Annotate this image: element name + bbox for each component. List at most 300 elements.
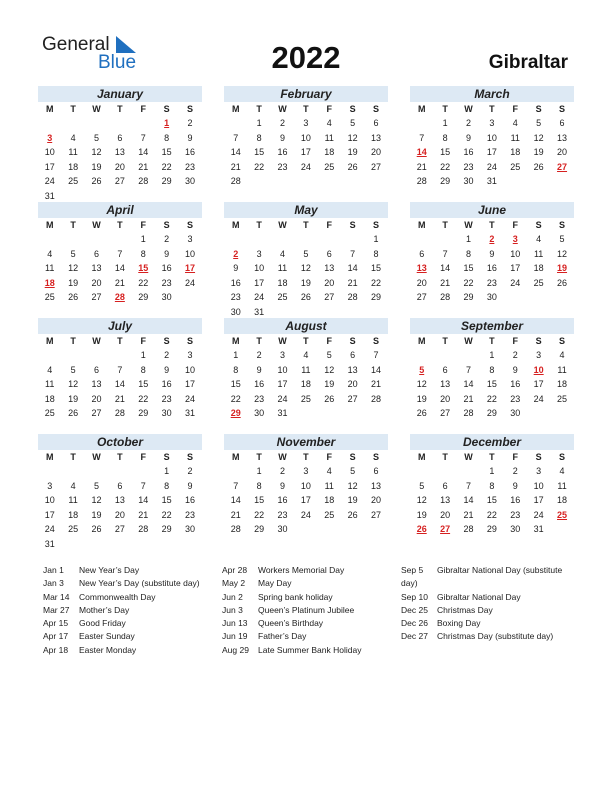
day-number: 26: [324, 393, 335, 404]
day-number: 8: [256, 480, 262, 491]
holiday-date: Jun 3: [222, 604, 243, 615]
day-number: 11: [510, 132, 520, 143]
weekday-label: S: [373, 336, 380, 346]
day-number: 29: [486, 408, 497, 418]
month-name: July: [38, 318, 202, 334]
month-name: September: [410, 318, 574, 334]
day-number: 4: [303, 350, 309, 360]
day-number: 17: [300, 495, 311, 505]
weekday-label: S: [559, 336, 566, 346]
day-number: 12: [533, 132, 544, 143]
day-number: 26: [68, 292, 79, 302]
weekday-label: S: [349, 336, 356, 346]
day-number: 12: [91, 495, 102, 505]
day-number: 8: [164, 480, 170, 491]
day-number: 24: [533, 393, 544, 404]
holiday-entry: [401, 604, 573, 617]
day-number: 7: [373, 350, 379, 360]
day-number: 16: [277, 147, 288, 157]
day-number: 20: [416, 277, 427, 288]
empty-day: [85, 232, 108, 247]
day-number: 21: [230, 509, 241, 520]
day-number: 29: [138, 292, 149, 302]
day-number: 12: [347, 132, 358, 143]
day-number: 29: [161, 176, 172, 186]
day-number: 13: [371, 132, 382, 143]
day-number: 21: [114, 277, 125, 288]
weekday-label: W: [278, 104, 287, 114]
day-number: 20: [91, 277, 102, 288]
weekday-label: S: [187, 220, 194, 230]
weekday-label: S: [349, 452, 356, 462]
day-number: 19: [91, 509, 102, 520]
weekday-label: T: [70, 452, 76, 462]
empty-day: [457, 348, 480, 363]
holiday-entry: [222, 617, 397, 630]
weekday-label: T: [303, 104, 309, 114]
holiday-date: Jan 1: [43, 565, 64, 575]
day-number: 22: [161, 509, 172, 520]
day-number: 5: [350, 466, 356, 476]
day-number: 24: [185, 393, 196, 404]
day-number: 21: [463, 509, 474, 520]
day-number: 9: [256, 364, 262, 375]
weekday-label: F: [140, 452, 146, 462]
day-number: 15: [371, 263, 382, 273]
weekday-label: T: [489, 452, 495, 462]
holiday-date: Mar 27: [43, 604, 70, 615]
day-number: 25: [44, 292, 55, 302]
day-number: 24: [300, 509, 311, 520]
weekday-label: F: [140, 104, 146, 114]
weekday-label: S: [163, 452, 170, 462]
month-july: [38, 318, 202, 421]
weekday-label: F: [326, 336, 332, 346]
day-number: 2: [256, 350, 262, 360]
holiday-date: Apr 15: [43, 618, 69, 629]
day-number: 22: [138, 277, 149, 288]
empty-day: [224, 464, 247, 479]
day-number: 30: [510, 408, 521, 418]
day-number: 9: [164, 248, 170, 259]
day-number: 30: [161, 292, 172, 302]
day-number: 29: [138, 408, 149, 418]
day-number: 10: [486, 132, 497, 143]
weekday-label: T: [442, 220, 448, 230]
day-number: 27: [114, 524, 125, 534]
weekday-label: T: [489, 220, 495, 230]
empty-day: [271, 232, 294, 247]
holiday-name: Gibraltar National Day: [437, 591, 521, 602]
holiday-date: Sep 10: [401, 591, 428, 602]
holiday-date: Apr 28: [222, 565, 248, 575]
day-number: 25: [277, 292, 288, 302]
empty-day: [294, 232, 317, 247]
holiday-day: 15: [138, 263, 149, 273]
day-number: 28: [463, 524, 474, 534]
weekday-label: F: [140, 220, 146, 230]
day-number: 4: [70, 132, 76, 143]
day-number: 17: [254, 277, 265, 288]
day-number: 16: [230, 277, 241, 288]
weekday-label: T: [303, 336, 309, 346]
day-number: 5: [93, 480, 99, 491]
holiday-entry: [43, 604, 213, 617]
holiday-name: Spring bank holiday: [258, 591, 333, 602]
empty-day: [61, 464, 84, 479]
day-number: 10: [533, 480, 544, 491]
day-number: 12: [300, 263, 311, 273]
weekday-label: M: [231, 220, 240, 230]
holiday-entry: [222, 577, 397, 590]
weekday-label: M: [45, 336, 54, 346]
empty-day: [61, 116, 84, 131]
day-number: 9: [279, 132, 285, 143]
month-may: [224, 202, 388, 319]
day-number: 11: [557, 364, 567, 375]
holiday-name: Good Friday: [79, 618, 126, 629]
day-number: 17: [277, 379, 288, 389]
day-number: 10: [44, 495, 55, 505]
day-number: 6: [559, 118, 565, 128]
holiday-date: Mar 14: [43, 591, 70, 602]
day-grid: [224, 218, 388, 319]
day-number: 7: [465, 364, 471, 375]
weekday-label: S: [535, 104, 542, 114]
holiday-day: 2: [233, 248, 239, 259]
day-number: 1: [465, 234, 471, 244]
day-number: 25: [300, 393, 311, 404]
empty-day: [38, 232, 61, 247]
day-number: 17: [510, 263, 521, 273]
day-number: 17: [44, 161, 55, 172]
weekday-label: S: [373, 452, 380, 462]
day-number: 31: [533, 524, 544, 534]
day-number: 21: [416, 161, 427, 172]
holiday-day: 28: [114, 292, 125, 302]
weekday-label: S: [535, 220, 542, 230]
day-number: 2: [164, 234, 170, 244]
day-number: 31: [44, 190, 55, 201]
day-number: 27: [440, 408, 451, 418]
weekday-label: M: [417, 336, 426, 346]
holiday-day: 13: [416, 263, 427, 273]
day-number: 19: [347, 495, 358, 505]
weekday-label: T: [70, 336, 76, 346]
holiday-day: 27: [440, 524, 451, 534]
day-number: 18: [68, 161, 79, 172]
day-number: 13: [440, 379, 451, 389]
weekday-label: F: [140, 336, 146, 346]
day-grid: [38, 334, 202, 421]
day-number: 19: [324, 379, 335, 389]
empty-day: [85, 116, 108, 131]
month-name: June: [410, 202, 574, 218]
calendar-country: Gibraltar: [488, 52, 568, 73]
empty-day: [61, 232, 84, 247]
day-number: 23: [277, 161, 288, 172]
day-number: 24: [254, 292, 265, 302]
day-number: 5: [93, 132, 99, 143]
day-number: 8: [442, 132, 448, 143]
day-grid: [410, 102, 574, 189]
day-number: 12: [416, 495, 427, 505]
day-number: 11: [324, 480, 334, 491]
day-number: 5: [350, 118, 356, 128]
day-number: 11: [45, 379, 55, 389]
day-number: 11: [301, 364, 311, 375]
holiday-day: 5: [419, 364, 425, 375]
day-number: 28: [371, 393, 382, 404]
day-number: 23: [185, 161, 196, 172]
weekday-label: T: [70, 220, 76, 230]
day-number: 10: [254, 263, 265, 273]
day-number: 24: [277, 393, 288, 404]
weekday-label: S: [187, 452, 194, 462]
day-number: 16: [486, 263, 497, 273]
weekday-label: T: [256, 336, 262, 346]
day-number: 4: [70, 480, 76, 491]
day-number: 28: [463, 408, 474, 418]
day-number: 23: [254, 393, 265, 404]
day-number: 2: [164, 350, 170, 360]
day-number: 21: [138, 161, 149, 172]
day-number: 8: [140, 364, 146, 375]
holiday-name: Queen’s Birthday: [258, 618, 324, 629]
day-number: 20: [347, 379, 358, 389]
day-number: 4: [559, 466, 565, 476]
day-number: 16: [463, 147, 474, 157]
day-number: 28: [138, 524, 149, 534]
day-number: 22: [463, 277, 474, 288]
weekday-label: W: [278, 336, 287, 346]
day-number: 1: [256, 118, 262, 128]
weekday-label: W: [92, 104, 101, 114]
day-number: 26: [300, 292, 311, 302]
holiday-entry: [222, 644, 397, 657]
weekday-label: T: [256, 104, 262, 114]
day-number: 17: [300, 147, 311, 157]
day-number: 12: [91, 147, 102, 157]
day-number: 2: [187, 118, 193, 128]
day-number: 28: [440, 292, 451, 302]
day-number: 13: [371, 480, 382, 491]
holiday-name: Workers Memorial Day: [258, 565, 345, 575]
day-number: 19: [68, 277, 79, 288]
month-april: [38, 202, 202, 305]
day-number: 22: [161, 161, 172, 172]
day-number: 23: [277, 509, 288, 520]
day-number: 2: [279, 466, 285, 476]
day-number: 27: [416, 292, 427, 302]
day-number: 6: [373, 118, 379, 128]
empty-day: [108, 232, 131, 247]
day-number: 24: [44, 524, 55, 534]
weekday-label: T: [117, 220, 123, 230]
day-number: 27: [371, 161, 382, 172]
holiday-date: Dec 25: [401, 604, 428, 615]
day-number: 24: [185, 277, 196, 288]
day-number: 9: [489, 248, 495, 259]
day-number: 6: [93, 248, 99, 259]
month-name: February: [224, 86, 388, 102]
day-number: 8: [489, 364, 495, 375]
day-number: 6: [442, 364, 448, 375]
calendar-year: 2022: [271, 40, 341, 75]
weekday-label: S: [187, 336, 194, 346]
day-number: 2: [465, 118, 471, 128]
day-number: 18: [533, 263, 544, 273]
day-number: 15: [463, 263, 474, 273]
day-number: 6: [117, 132, 123, 143]
logo-text-blue: Blue: [98, 52, 137, 73]
day-number: 21: [138, 509, 149, 520]
day-number: 31: [277, 408, 288, 418]
month-september: [410, 318, 574, 421]
day-number: 7: [233, 132, 239, 143]
month-name: May: [224, 202, 388, 218]
weekday-label: T: [117, 336, 123, 346]
day-number: 8: [233, 364, 239, 375]
empty-day: [318, 232, 341, 247]
month-january: [38, 86, 202, 203]
day-number: 23: [486, 277, 497, 288]
day-number: 29: [254, 524, 265, 534]
day-number: 27: [324, 292, 335, 302]
day-number: 3: [536, 350, 542, 360]
day-number: 18: [324, 147, 335, 157]
day-number: 1: [140, 350, 146, 360]
day-number: 25: [68, 176, 79, 186]
holiday-entry: [43, 577, 213, 590]
day-grid: [224, 102, 388, 189]
month-name: October: [38, 434, 202, 450]
day-number: 5: [303, 248, 309, 259]
day-number: 18: [324, 495, 335, 505]
day-number: 7: [442, 248, 448, 259]
day-number: 29: [371, 292, 382, 302]
day-number: 22: [138, 393, 149, 404]
day-grid: [410, 218, 574, 305]
day-number: 25: [533, 277, 544, 288]
day-number: 4: [536, 234, 542, 244]
day-number: 18: [557, 379, 568, 389]
day-number: 20: [114, 161, 125, 172]
day-number: 8: [465, 248, 471, 259]
day-number: 20: [557, 147, 568, 157]
weekday-label: T: [489, 336, 495, 346]
day-number: 30: [486, 292, 497, 302]
day-number: 10: [185, 364, 196, 375]
day-number: 1: [140, 234, 146, 244]
day-number: 25: [557, 393, 568, 404]
holiday-day: 26: [416, 524, 427, 534]
holiday-name: Boxing Day: [437, 618, 481, 629]
day-number: 5: [419, 480, 425, 491]
empty-day: [224, 232, 247, 247]
day-number: 26: [347, 509, 358, 520]
weekday-label: F: [512, 220, 518, 230]
day-number: 25: [324, 509, 335, 520]
day-number: 3: [279, 350, 285, 360]
day-number: 12: [324, 364, 335, 375]
day-number: 16: [277, 495, 288, 505]
holiday-name: Father’s Day: [258, 631, 307, 642]
empty-day: [410, 348, 433, 363]
weekday-label: S: [163, 336, 170, 346]
day-number: 23: [510, 509, 521, 520]
month-name: January: [38, 86, 202, 102]
day-number: 10: [185, 248, 196, 259]
holiday-entry: [401, 617, 573, 630]
day-number: 30: [463, 176, 474, 186]
day-number: 13: [91, 379, 102, 389]
day-number: 15: [486, 379, 497, 389]
day-number: 12: [416, 379, 427, 389]
holiday-name: New Year’s Day (substitute day): [79, 578, 200, 589]
day-number: 4: [47, 248, 53, 259]
holiday-name: May Day: [258, 578, 292, 589]
day-number: 13: [557, 132, 568, 143]
holiday-day: 2: [489, 234, 495, 244]
day-number: 10: [44, 147, 55, 157]
day-number: 27: [371, 509, 382, 520]
day-number: 17: [486, 147, 497, 157]
holiday-day: 29: [230, 408, 241, 418]
day-number: 12: [68, 379, 79, 389]
weekday-label: S: [373, 220, 380, 230]
day-number: 1: [489, 466, 495, 476]
holiday-name: Easter Sunday: [79, 631, 135, 642]
weekday-label: W: [92, 220, 101, 230]
day-number: 7: [117, 248, 123, 259]
day-number: 22: [254, 161, 265, 172]
holiday-name: Gibraltar National Day (substitute day): [401, 565, 563, 589]
day-number: 17: [185, 379, 196, 389]
holiday-name: Queen’s Platinum Jubilee: [258, 604, 355, 615]
holiday-date: Jan 3: [43, 578, 64, 589]
month-march: [410, 86, 574, 189]
weekday-label: S: [373, 104, 380, 114]
day-number: 10: [300, 132, 311, 143]
day-number: 6: [419, 248, 425, 259]
day-grid: [410, 450, 574, 537]
month-name: November: [224, 434, 388, 450]
day-number: 22: [486, 509, 497, 520]
holiday-date: Jun 2: [222, 591, 243, 602]
day-number: 3: [489, 118, 495, 128]
day-number: 3: [303, 118, 309, 128]
weekday-label: T: [117, 104, 123, 114]
day-number: 4: [512, 118, 518, 128]
day-number: 11: [324, 132, 334, 143]
day-number: 13: [440, 495, 451, 505]
day-grid: [410, 334, 574, 421]
day-number: 23: [230, 292, 241, 302]
day-number: 28: [138, 176, 149, 186]
empty-day: [433, 464, 456, 479]
day-number: 18: [300, 379, 311, 389]
empty-day: [38, 116, 61, 131]
day-number: 11: [45, 263, 55, 273]
day-number: 22: [440, 161, 451, 172]
day-number: 21: [440, 277, 451, 288]
day-number: 6: [442, 480, 448, 491]
holiday-name: New Year’s Day: [79, 565, 140, 575]
empty-day: [224, 116, 247, 131]
day-number: 24: [486, 161, 497, 172]
day-number: 25: [324, 161, 335, 172]
